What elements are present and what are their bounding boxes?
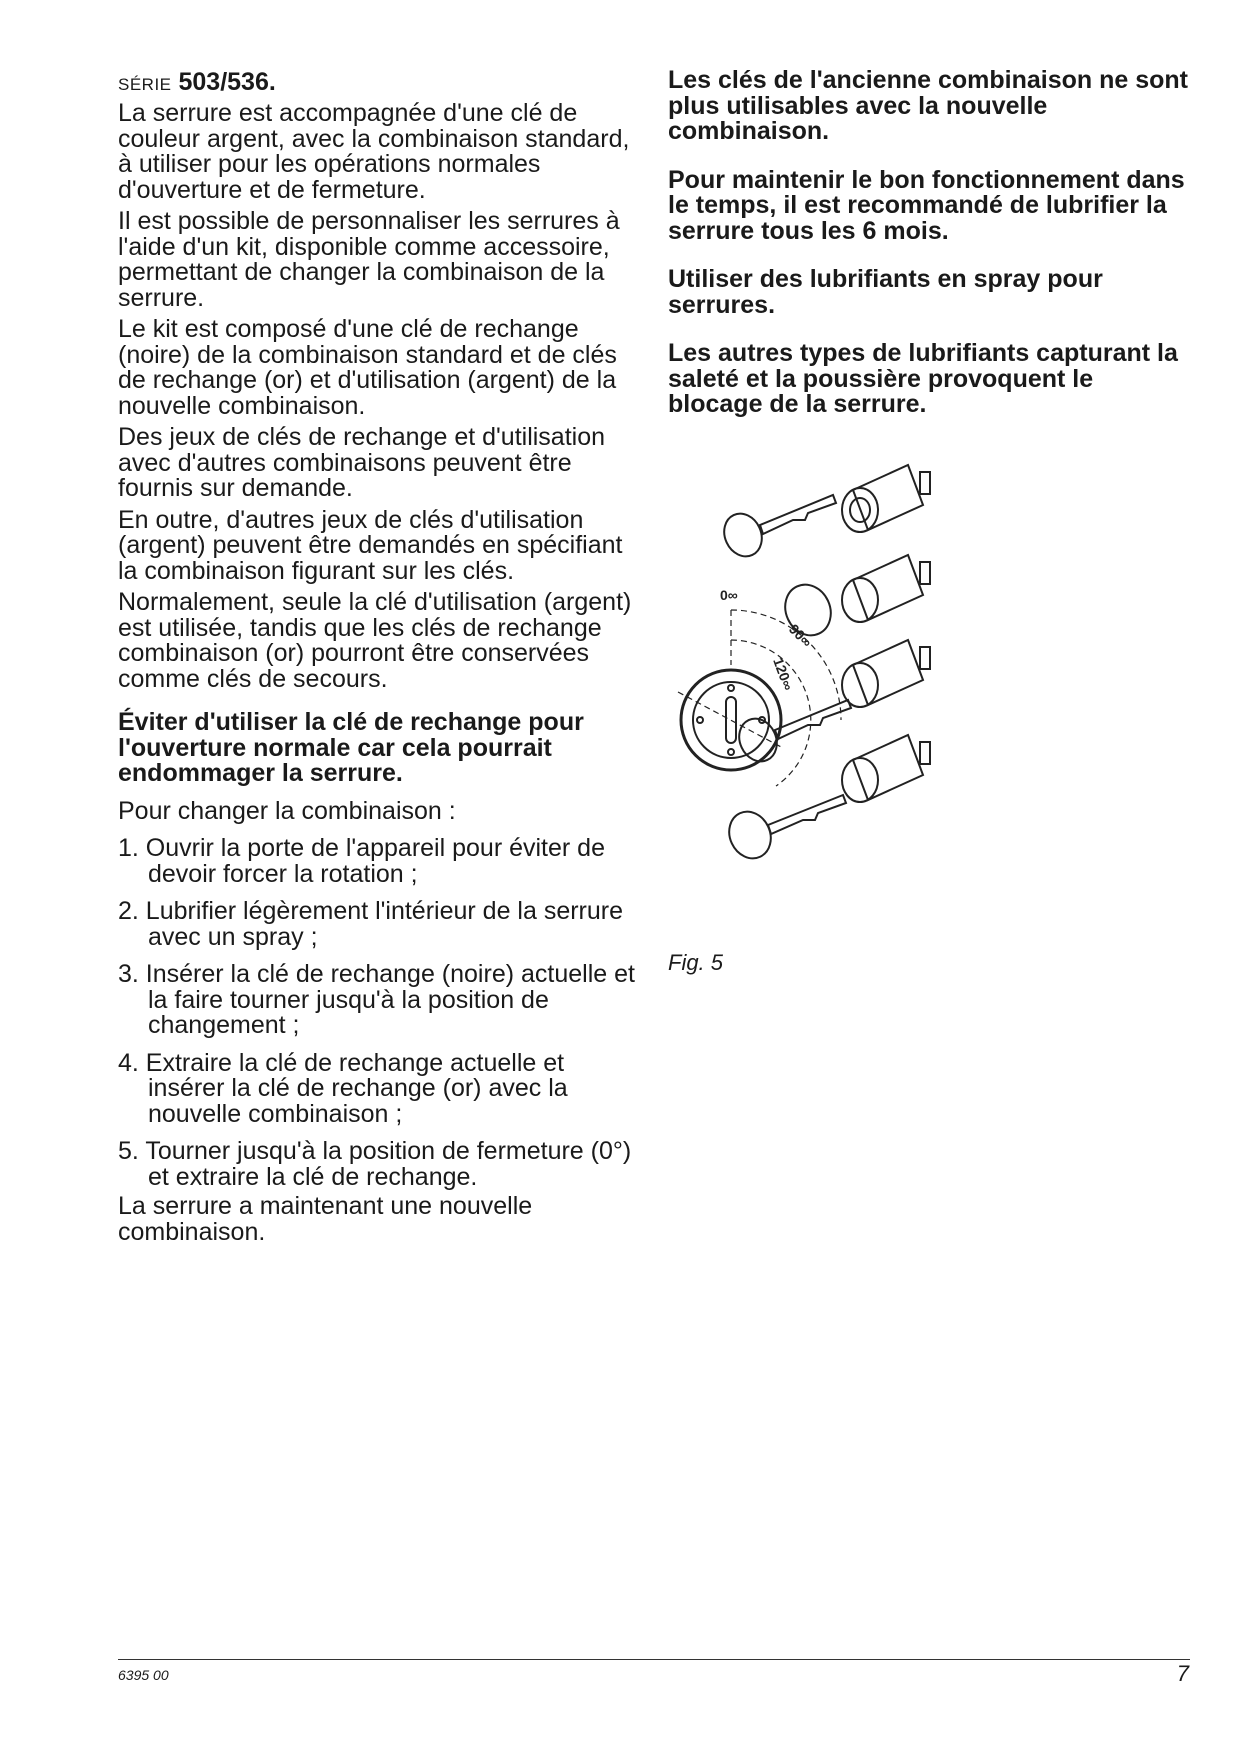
angle-90-label: 90∞ <box>785 620 816 651</box>
lock-cylinder-icon <box>842 640 930 707</box>
note-text: Pour maintenir le bon fonctionnement dans le temps, il est recommandé de lubrifier la serrure tous les 6 mois. <box>668 165 1185 245</box>
right-column <box>668 68 1188 441</box>
lock-illustration <box>668 450 1008 920</box>
steps-intro: Pour changer la combinaison : <box>118 796 456 825</box>
lock-cylinder-icon <box>842 735 930 802</box>
note-text: Les autres types de lubrifiants capturant la saleté et la poussière provoquent le blocage de la serrure. <box>668 339 1178 418</box>
paragraph: Des jeux de clés de rechange et d'utilisation avec d'autres combinaisons peuvent être fournis sur demande. <box>118 423 606 502</box>
warning-text: Éviter d'utiliser la clé de rechange pour l'ouverture normale car cela pourrait endommager la serrure. <box>118 708 584 787</box>
step-item: 3. Insérer la clé de rechange (noire) actuelle et la faire tourner jusqu'à la position de changement ; <box>118 960 635 1039</box>
angle-0-label: 0∞ <box>720 587 738 603</box>
paragraph: Le kit est composé d'une clé de rechange (noire) de la combinaison standard et de clés de rechange (or) et d'utilisation (argent) de la nouvelle combinaison. <box>118 315 617 420</box>
key-icon <box>722 795 846 865</box>
paragraph: La serrure est accompagnée d'une clé de couleur argent, avec la combinaison standard, à utiliser pour les opérations normales d'ouverture et de fermeture. <box>118 99 630 204</box>
paragraph: Il est possible de personnaliser les serrures à l'aide d'un kit, disponible comme accessoire, permettant de changer la combinaison de la serrure. <box>118 207 620 312</box>
footer-rule <box>118 1659 1190 1660</box>
closing-text: La serrure a maintenant une nouvelle combinaison. <box>118 1192 533 1246</box>
series-prefix: SÉRIE <box>118 75 172 94</box>
step-item: 2. Lubrifier légèrement l'intérieur de la serrure avec un spray ; <box>118 897 624 951</box>
step-item: 1. Ouvrir la porte de l'appareil pour éviter de devoir forcer la rotation ; <box>118 834 605 888</box>
step-item: 5. Tourner jusqu'à la position de fermeture (0°) et extraire la clé de rechange. <box>118 1137 632 1191</box>
paragraph: En outre, d'autres jeux de clés d'utilisation (argent) peuvent être demandés en spécifiant la combinaison figurant sur les clés. <box>118 505 623 585</box>
note-text: Utiliser des lubrifiants en spray pour serrures. <box>668 265 1103 319</box>
key-icon <box>717 495 836 563</box>
lock-cylinder-icon <box>842 465 930 532</box>
series-number: 503/536. <box>178 68 276 96</box>
figure-caption: Fig. 5 <box>668 950 724 975</box>
series-heading <box>118 68 638 99</box>
paragraph: Normalement, seule la clé d'utilisation (argent) est utilisée, tandis que les clés de rechange combinaison (or) pourront être conservées comme clés de secours. <box>118 588 632 693</box>
lock-dial-inner <box>693 682 769 758</box>
note-text: Les clés de l'ancienne combinaison ne sont plus utilisables avec la nouvelle combinaison. <box>668 66 1188 145</box>
page-number: 7 <box>1176 1661 1189 1686</box>
key-icon <box>732 700 851 768</box>
left-column <box>118 68 638 1251</box>
steps-list <box>118 836 638 1190</box>
document-code: 6395 00 <box>118 1667 169 1683</box>
step-item: 4. Extraire la clé de rechange actuelle et insérer la clé de rechange (or) avec la nouvelle combinaison ; <box>118 1048 568 1128</box>
angle-120-label: 120∞ <box>770 655 797 693</box>
